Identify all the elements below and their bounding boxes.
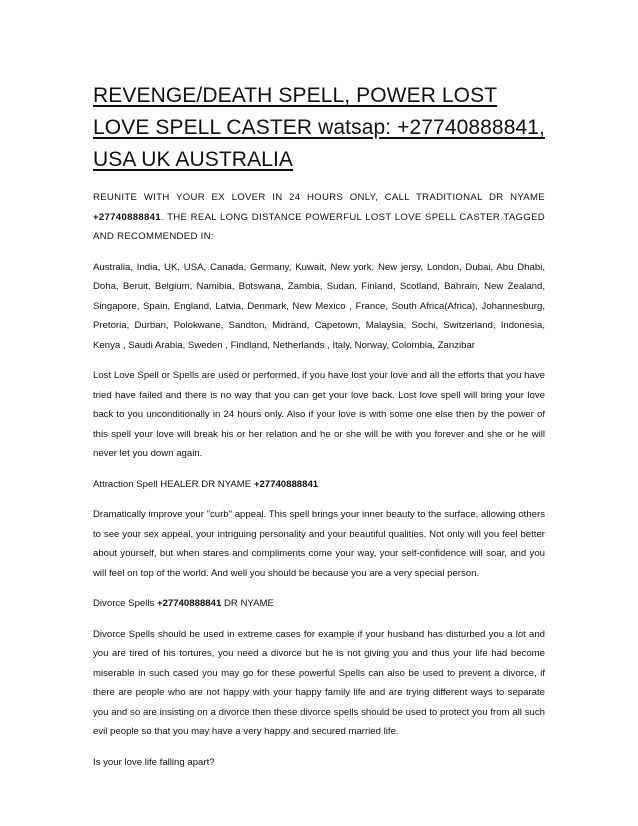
divorce-phone: +27740888841	[156, 598, 222, 609]
attraction-paragraph: Dramatically improve your "curb" appeal. This spell brings your inner beauty to the surface, allowing others to see your sex appeal, your intriguing personality and your beautiful qualities. Not only will you feel better about yourself, but when stares and compliments come your way, your self-confidence will soar, and you will feel on top of the world. And well you should be because you are a very special person.	[93, 509, 545, 579]
attraction-phone: +27740888841	[253, 478, 319, 490]
divorce-paragraph: Divorce Spells should be used in extreme cases for example if your husband has disturbed you a lot and you are tired of his tortures, you need a divorce but he is not giving you and thus your life had become miserable in such cased you may go for these powerful Spells can also be used to prevent a divorce, if there are people who are not happy with your happy family life and are trying different ways to separate you and so are insisting on a divorce then these divorce spells should be used to protect you from all such evil people so that you may have a very happy and secured married life.	[93, 628, 545, 737]
document-title: REVENGE/DEATH SPELL, POWER LOST LOVE SPELL CASTER watsap: +27740888841, USA UK AUSTRALIA	[93, 84, 545, 171]
divorce-heading-text: Divorce Spells	[93, 598, 157, 609]
intro-phone: +27740888841	[93, 211, 161, 223]
intro-paragraph	[93, 188, 545, 247]
closing-line: Is your love life falling apart?	[93, 756, 215, 768]
countries-paragraph: Australia, India, UK, USA, Canada, Germany, Kuwait, New york, New jersy, London, Dubai, Abu Dhabi, Doha, Beruit, Belgium, Namibia, Botswana, Zambia, Sudan, Finland, Scotland, Bahrain, New Zealand, Singapore, Spain, England, Latvia, Denmark, New Mexico , France, South Africa(Africa), Johannesburg, Pretoria, Durban, Polokwane, Sandton, Midrand, Capetown, Malaysia, Sochi, Switzerland, Indonesia, Kenya , Saudi Arabia, Sweden , Findland, Netherlands , Italy, Norway, Colombia, Zanzibar	[93, 261, 545, 351]
intro-text: REUNITE WITH YOUR EX LOVER IN 24 HOURS ONLY, CALL TRADITIONAL DR NYAME	[93, 192, 545, 203]
divorce-heading-after: DR NYAME	[221, 598, 274, 609]
intro-text-after: . THE REAL LONG DISTANCE POWERFUL LOST LOVE SPELL CASTER TAGGED AND RECOMMENDED IN:	[93, 211, 545, 242]
divorce-heading	[93, 594, 545, 614]
attraction-heading-text: Attraction Spell HEALER DR NYAME	[93, 478, 254, 490]
attraction-heading	[93, 475, 545, 495]
lost-love-paragraph: Lost Love Spell or Spells are used or performed, if you have lost your love and all the efforts that you have tried have failed and there is no way that you can get your love back. Lost love spell will bring your love back to you unconditionally in 24 hours only. Also if your love is with some one else then by the power of this spell your love will break his or her relation and he or she will be with you forever and she or he will never let you down again.	[93, 370, 545, 459]
